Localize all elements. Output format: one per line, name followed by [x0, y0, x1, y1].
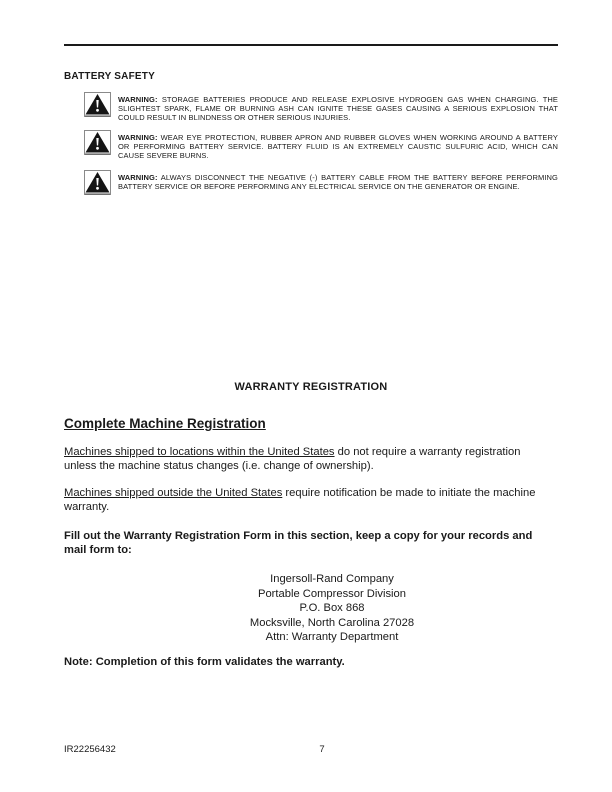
warning-triangle-icon: [84, 170, 111, 195]
warning-2-label: WARNING:: [118, 133, 158, 142]
address-line-attn: Attn: Warranty Department: [265, 631, 399, 644]
warning-1-label: WARNING:: [118, 95, 158, 104]
warning-1-body: STORAGE BATTERIES PRODUCE AND RELEASE EXPLOSIVE HYDROGEN GAS WHEN CHARGING. THE SLIGHTEST SPARK, FLAME OR BURNING ASH CAN IGNITE THESE GASES CAUSING A SERIOUS EXPLOSION THAT COULD RESULT IN BLINDNESS OR OTHER SERIOUS INJURIES.: [118, 95, 558, 123]
top-rule: [64, 44, 558, 46]
warranty-registration-title: WARRANTY REGISTRATION: [234, 381, 388, 393]
address-line-city: Mocksville, North Carolina 27028: [249, 616, 415, 629]
mailing-address-block: [64, 572, 600, 645]
warranty-note: Note: Completion of this form validates the warranty.: [64, 656, 345, 668]
paragraph-international-underlined: Machines shipped outside the United States: [64, 487, 283, 499]
battery-safety-heading: BATTERY SAFETY: [64, 71, 155, 82]
warning-3-label: WARNING:: [118, 173, 158, 182]
warning-2-text: [118, 133, 558, 161]
address-line-company: Ingersoll-Rand Company: [270, 573, 394, 585]
footer-page-number: 7: [319, 744, 325, 755]
warning-1-text: [118, 95, 558, 123]
warning-2-body: WEAR EYE PROTECTION, RUBBER APRON AND RUBBER GLOVES WHEN WORKING AROUND A BATTERY OR PERFORMING BATTERY SERVICE. BATTERY FLUID IS AN EXTREMELY CAUSTIC SULFURIC ACID, WHICH CAN CAUSE SEVERE BURNS.: [118, 133, 558, 161]
warning-3-body: ALWAYS DISCONNECT THE NEGATIVE (-) BATTERY CABLE FROM THE BATTERY BEFORE PERFORMING BATTERY SERVICE OR BEFORE PERFORMING ANY ELECTRICAL SERVICE ON THE GENERATOR OR ENGINE.: [118, 173, 558, 192]
address-line-division: Portable Compressor Division: [258, 587, 406, 600]
warning-triangle-icon: [84, 130, 111, 155]
warning-triangle-icon: [84, 92, 111, 117]
paragraph-domestic-underlined: Machines shipped to locations within the United States: [64, 446, 335, 458]
footer-doc-number: IR22256432: [64, 744, 116, 755]
paragraph-international-rest: require notification be made to initiate the machine warranty.: [64, 487, 536, 513]
warning-3-text: [118, 173, 558, 191]
address-line-pobox: P.O. Box 868: [299, 602, 365, 615]
paragraph-international-shipping: [64, 486, 554, 514]
paragraph-domestic-rest: do not require a warranty registration unless the machine status changes (i.e. change of ownership).: [64, 446, 521, 472]
paragraph-domestic-shipping: [64, 445, 554, 473]
complete-machine-registration-heading: Complete Machine Registration: [64, 416, 266, 431]
fill-out-form-instruction: Fill out the Warranty Registration Form in this section, keep a copy for your records and mail form to:: [64, 530, 533, 556]
